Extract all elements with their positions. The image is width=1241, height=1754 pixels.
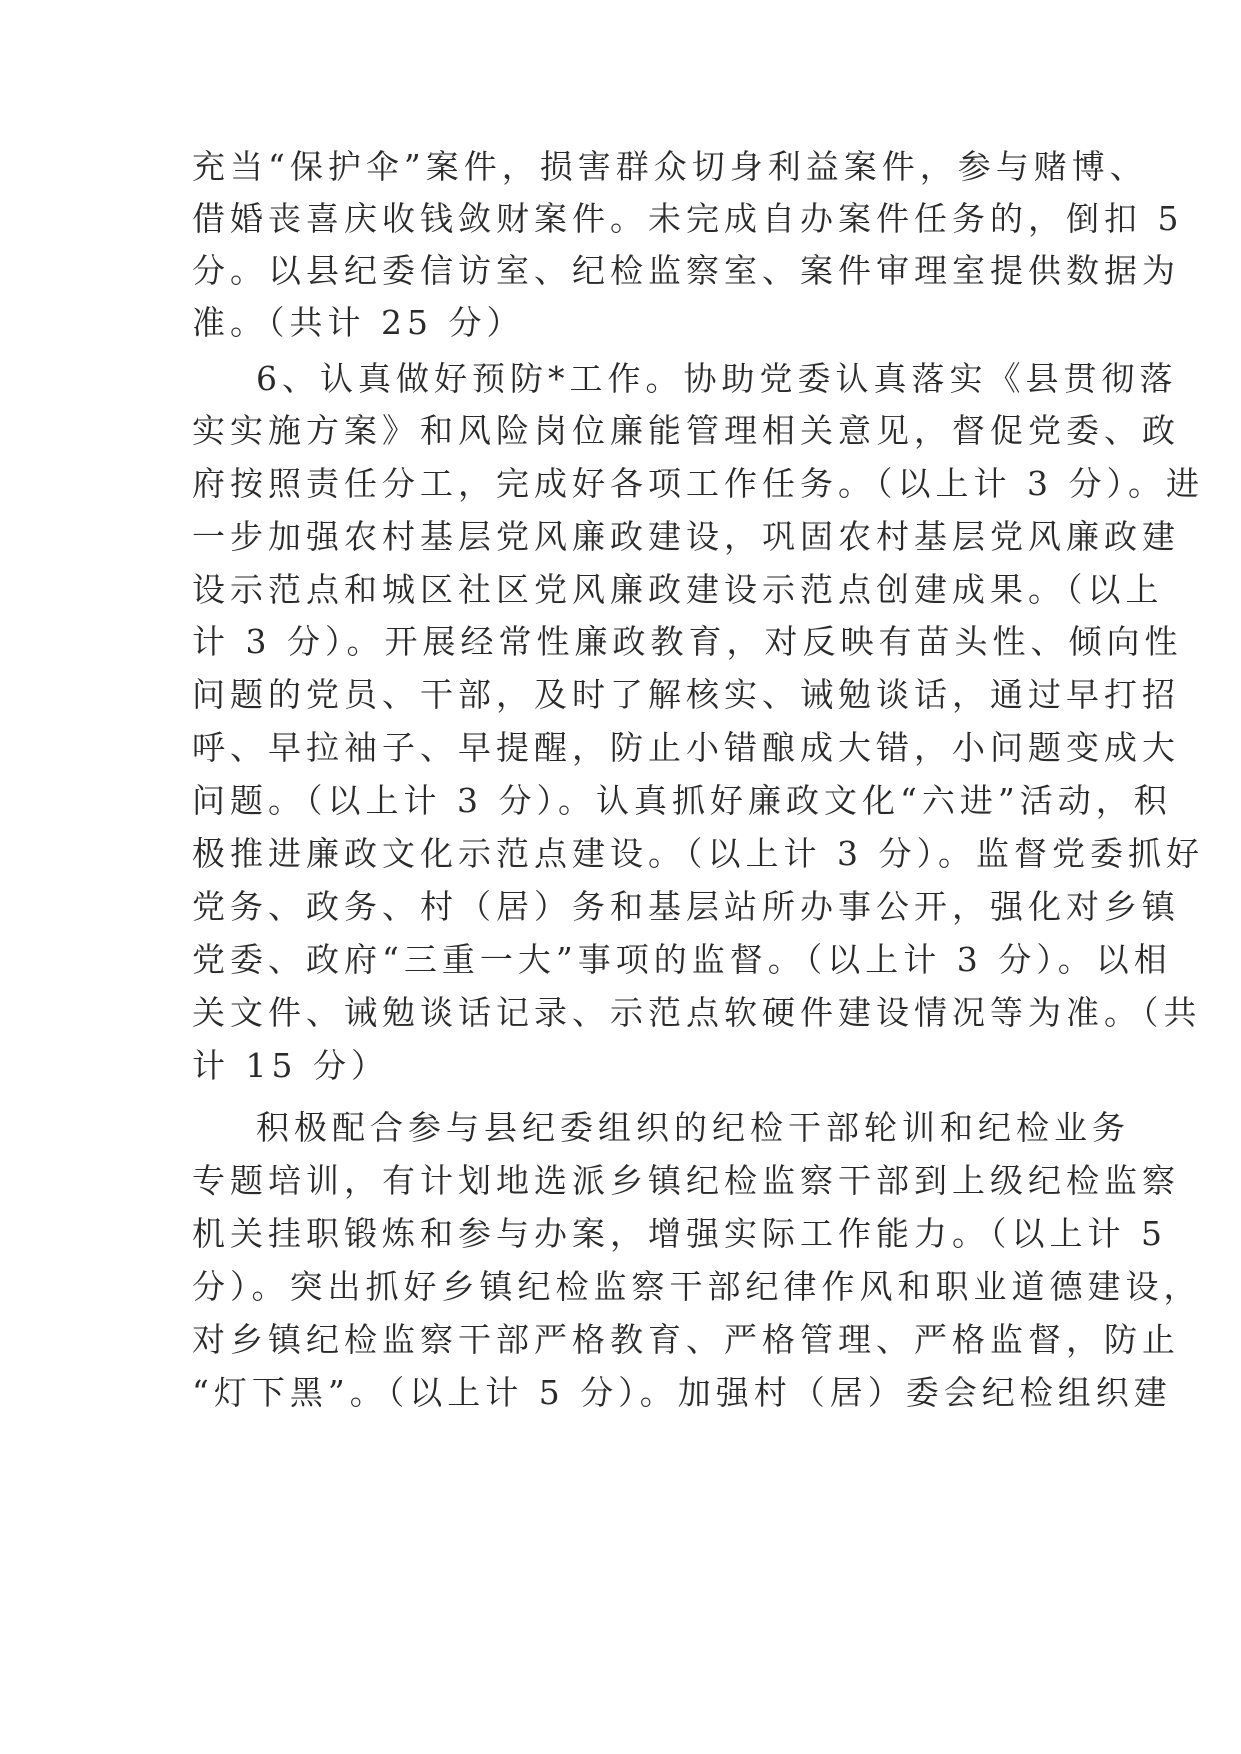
text-line: 充当“保护伞”案件，损害群众切身利益案件，参与赌博、 xyxy=(192,147,1148,186)
text-line: 准。（共计 25 分） xyxy=(192,303,525,342)
paragraph-start-line: 积极配合参与县纪委组织的纪检干部轮训和纪检业务 xyxy=(256,1108,1130,1147)
text-line: 党务、政务、村（居）务和基层站所办事公开，强化对乡镇 xyxy=(192,887,1180,926)
text-line: 分）。突出抓好乡镇纪检监察干部纪律作风和职业道德建设， xyxy=(192,1267,1202,1306)
text-line: 呼、早拉袖子、早提醒，防止小错酿成大错，小问题变成大 xyxy=(192,728,1180,767)
text-line: 党委、政府“三重一大”事项的监督。（以上计 3 分）。以相 xyxy=(192,940,1172,979)
text-line: 问题。（以上计 3 分）。认真抓好廉政文化“六进”活动，积 xyxy=(192,781,1172,820)
text-line: 计 15 分） xyxy=(192,1046,389,1085)
text-line: 计 3 分）。开展经常性廉政教育，对反映有苗头性、倾向性 xyxy=(192,622,1183,661)
text-line: 对乡镇纪检监察干部严格教育、严格管理、严格监督，防止 xyxy=(192,1320,1180,1359)
paragraph-start-line: 6、认真做好预防*工作。协助党委认真落实《县贯彻落 xyxy=(256,359,1178,398)
text-line: 设示范点和城区社区党风廉政建设示范点创建成果。（以上 xyxy=(192,570,1164,609)
text-line: 问题的党员、干部，及时了解核实、诫勉谈话，通过早打招 xyxy=(192,675,1180,714)
text-line: 专题培训，有计划地选派乡镇纪检监察干部到上级纪检监察 xyxy=(192,1161,1180,1200)
text-line: 分。以县纪委信访室、纪检监察室、案件审理室提供数据为 xyxy=(192,251,1180,290)
text-line: “灯下黑”。（以上计 5 分）。加强村（居）委会纪检组织建 xyxy=(192,1373,1172,1412)
text-line: 府按照责任分工，完成好各项工作任务。（以上计 3 分）。进 xyxy=(192,464,1204,503)
text-line: 机关挂职锻炼和参与办案，增强实际工作能力。（以上计 5 xyxy=(192,1214,1167,1253)
text-line: 极推进廉政文化示范点建设。（以上计 3 分）。监督党委抓好 xyxy=(192,834,1204,873)
text-line: 一步加强农村基层党风廉政建设，巩固农村基层党风廉政建 xyxy=(192,517,1180,556)
text-line: 借婚丧喜庆收钱敛财案件。未完成自办案件任务的，倒扣 5 xyxy=(192,199,1184,238)
text-line: 实实施方案》和风险岗位廉能管理相关意见，督促党委、政 xyxy=(192,411,1180,450)
text-line: 关文件、诫勉谈话记录、示范点软硬件建设情况等为准。（共 xyxy=(192,993,1202,1032)
